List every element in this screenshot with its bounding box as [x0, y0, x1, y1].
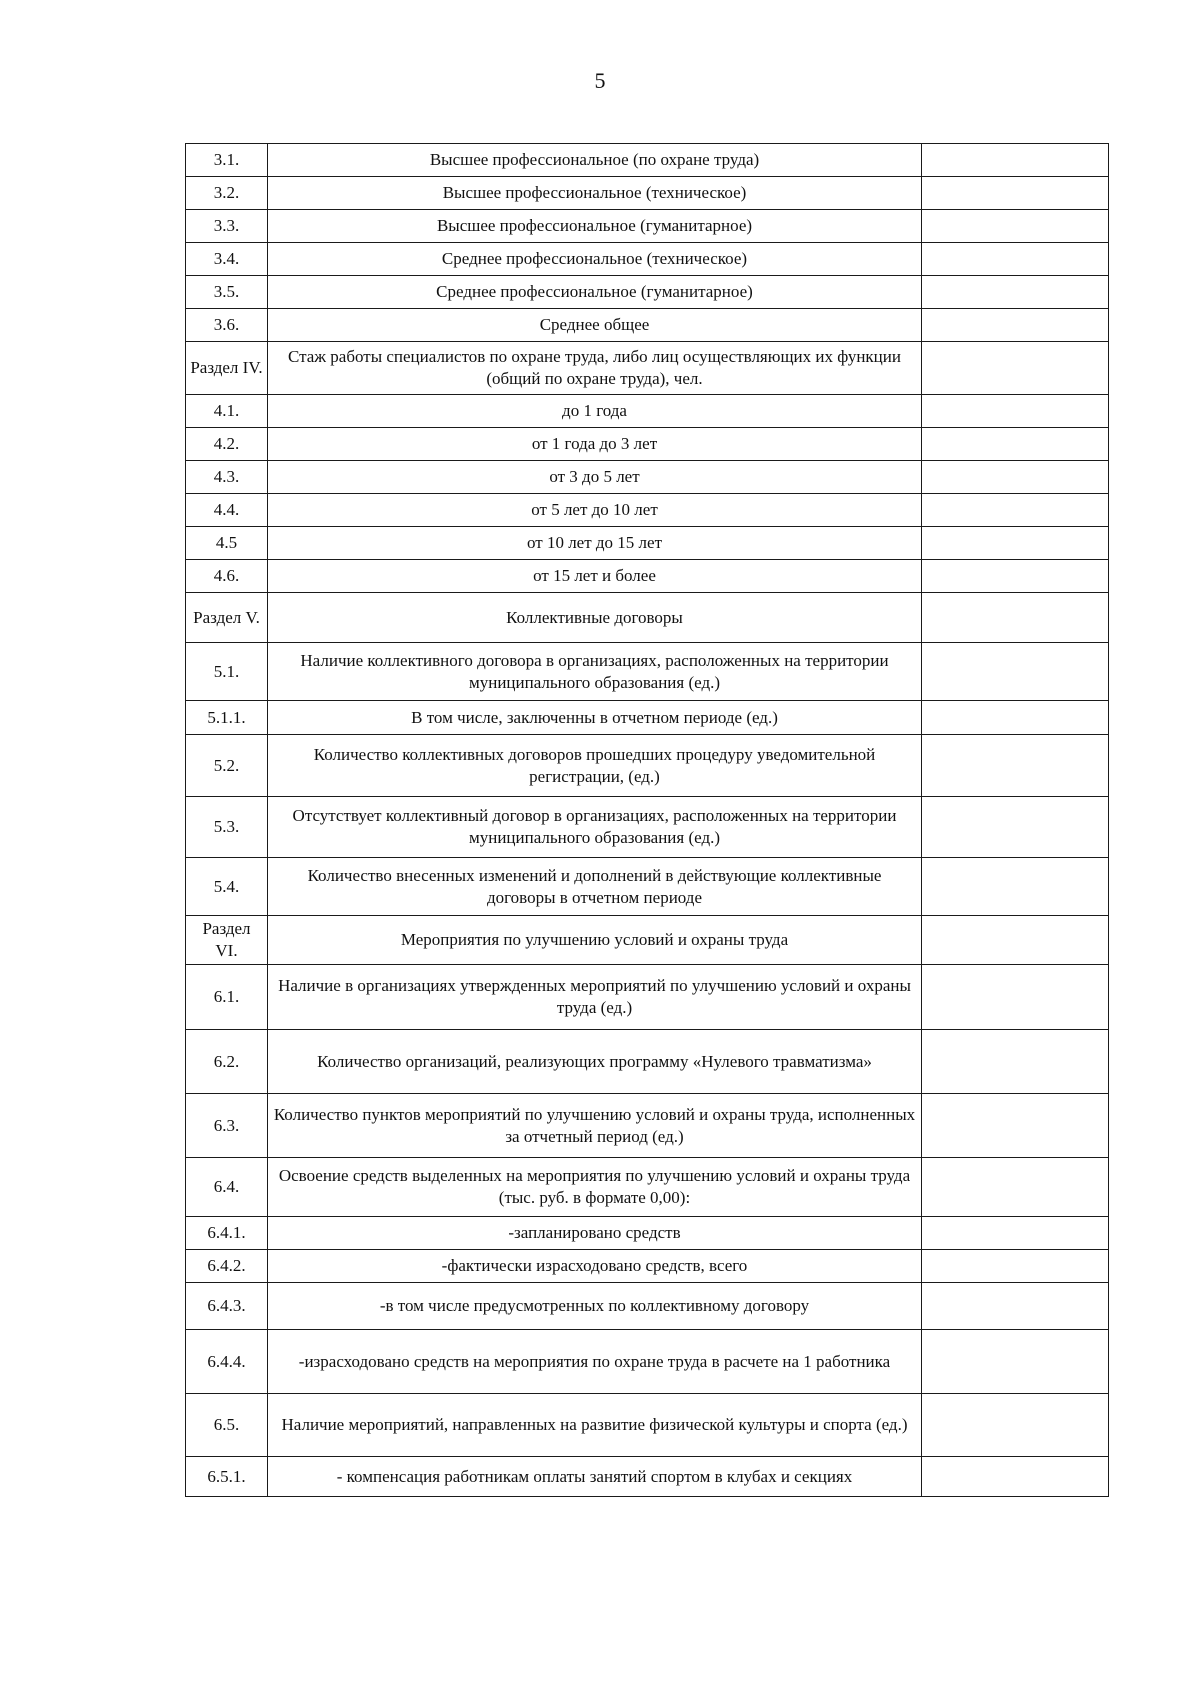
- row-number-cell: Раздел V.: [186, 593, 268, 643]
- row-description-cell: Освоение средств выделенных на мероприятия по улучшению условий и охраны труда (тыс. руб. в формате 0,00):: [268, 1158, 922, 1217]
- table-row: [186, 1250, 1109, 1283]
- row-value-cell: [922, 735, 1109, 797]
- row-value-cell: [922, 560, 1109, 593]
- row-value-cell: [922, 177, 1109, 210]
- row-number-cell: 6.5.: [186, 1394, 268, 1457]
- row-number-cell: 4.1.: [186, 395, 268, 428]
- row-number-cell: 6.4.1.: [186, 1217, 268, 1250]
- row-value-cell: [922, 1283, 1109, 1330]
- table-row: [186, 461, 1109, 494]
- table-row: [186, 395, 1109, 428]
- row-number-cell: 3.4.: [186, 243, 268, 276]
- row-description-cell: Среднее профессиональное (гуманитарное): [268, 276, 922, 309]
- row-value-cell: [922, 309, 1109, 342]
- row-number-cell: 6.5.1.: [186, 1457, 268, 1497]
- row-number-cell: 5.4.: [186, 858, 268, 916]
- table-row: [186, 210, 1109, 243]
- table-row: [186, 643, 1109, 701]
- row-number-cell: Раздел IV.: [186, 342, 268, 395]
- table-row: [186, 1094, 1109, 1158]
- row-description-cell: до 1 года: [268, 395, 922, 428]
- row-number-cell: 3.5.: [186, 276, 268, 309]
- table-row: [186, 144, 1109, 177]
- row-description-cell: Наличие коллективного договора в организациях, расположенных на территории муниципального образования (ед.): [268, 643, 922, 701]
- row-description-cell: Высшее профессиональное (гуманитарное): [268, 210, 922, 243]
- page-number: 5: [594, 68, 606, 93]
- row-number-cell: 3.1.: [186, 144, 268, 177]
- row-description-cell: Высшее профессиональное (техническое): [268, 177, 922, 210]
- row-number-cell: 5.1.: [186, 643, 268, 701]
- row-value-cell: [922, 1394, 1109, 1457]
- table-row: [186, 916, 1109, 965]
- row-number-cell: 4.4.: [186, 494, 268, 527]
- row-description-cell: Среднее профессиональное (техническое): [268, 243, 922, 276]
- row-number-cell: 4.3.: [186, 461, 268, 494]
- row-value-cell: [922, 1094, 1109, 1158]
- row-value-cell: [922, 797, 1109, 858]
- table-row: [186, 1394, 1109, 1457]
- table-row: [186, 1283, 1109, 1330]
- table-row: [186, 1030, 1109, 1094]
- report-table: [185, 143, 1109, 1497]
- row-value-cell: [922, 1330, 1109, 1394]
- row-description-cell: -в том числе предусмотренных по коллективному договору: [268, 1283, 922, 1330]
- row-value-cell: [922, 527, 1109, 560]
- table-row: [186, 527, 1109, 560]
- report-table-body: [186, 144, 1109, 1497]
- row-description-cell: от 3 до 5 лет: [268, 461, 922, 494]
- row-value-cell: [922, 643, 1109, 701]
- table-row: [186, 701, 1109, 735]
- row-number-cell: 6.3.: [186, 1094, 268, 1158]
- row-description-cell: от 10 лет до 15 лет: [268, 527, 922, 560]
- row-number-cell: 6.4.: [186, 1158, 268, 1217]
- row-number-cell: 3.6.: [186, 309, 268, 342]
- row-value-cell: [922, 1030, 1109, 1094]
- table-row: [186, 276, 1109, 309]
- row-description-cell: -израсходовано средств на мероприятия по охране труда в расчете на 1 работника: [268, 1330, 922, 1394]
- row-number-cell: Раздел VI.: [186, 916, 268, 965]
- row-number-cell: 6.4.3.: [186, 1283, 268, 1330]
- table-row: [186, 735, 1109, 797]
- row-number-cell: 6.1.: [186, 965, 268, 1030]
- row-number-cell: 5.2.: [186, 735, 268, 797]
- row-description-cell: Отсутствует коллективный договор в организациях, расположенных на территории муниципального образования (ед.): [268, 797, 922, 858]
- row-value-cell: [922, 701, 1109, 735]
- row-number-cell: 6.4.4.: [186, 1330, 268, 1394]
- row-value-cell: [922, 1158, 1109, 1217]
- table-row: [186, 965, 1109, 1030]
- row-value-cell: [922, 1217, 1109, 1250]
- row-description-cell: Количество внесенных изменений и дополнений в действующие коллективные договоры в отчетном периоде: [268, 858, 922, 916]
- row-value-cell: [922, 1457, 1109, 1497]
- row-number-cell: 4.2.: [186, 428, 268, 461]
- row-value-cell: [922, 342, 1109, 395]
- row-value-cell: [922, 965, 1109, 1030]
- row-value-cell: [922, 593, 1109, 643]
- table-row: [186, 1330, 1109, 1394]
- row-description-cell: Среднее общее: [268, 309, 922, 342]
- table-row: [186, 243, 1109, 276]
- row-value-cell: [922, 243, 1109, 276]
- row-number-cell: 4.5: [186, 527, 268, 560]
- table-row: [186, 1457, 1109, 1497]
- row-value-cell: [922, 461, 1109, 494]
- row-value-cell: [922, 916, 1109, 965]
- row-value-cell: [922, 428, 1109, 461]
- row-number-cell: 3.2.: [186, 177, 268, 210]
- row-description-cell: Количество коллективных договоров прошедших процедуру уведомительной регистрации, (ед.): [268, 735, 922, 797]
- table-row: [186, 494, 1109, 527]
- row-value-cell: [922, 276, 1109, 309]
- table-row: [186, 309, 1109, 342]
- row-description-cell: Мероприятия по улучшению условий и охраны труда: [268, 916, 922, 965]
- row-value-cell: [922, 144, 1109, 177]
- table-row: [186, 560, 1109, 593]
- row-description-cell: Коллективные договоры: [268, 593, 922, 643]
- table-row: [186, 593, 1109, 643]
- row-value-cell: [922, 210, 1109, 243]
- row-description-cell: Количество пунктов мероприятий по улучшению условий и охраны труда, исполненных за отчетный период (ед.): [268, 1094, 922, 1158]
- table-row: [186, 1158, 1109, 1217]
- row-value-cell: [922, 1250, 1109, 1283]
- row-number-cell: 6.4.2.: [186, 1250, 268, 1283]
- table-row: [186, 428, 1109, 461]
- row-value-cell: [922, 395, 1109, 428]
- table-row: [186, 858, 1109, 916]
- table-row: [186, 342, 1109, 395]
- row-description-cell: от 15 лет и более: [268, 560, 922, 593]
- row-description-cell: Высшее профессиональное (по охране труда): [268, 144, 922, 177]
- row-value-cell: [922, 858, 1109, 916]
- row-description-cell: Стаж работы специалистов по охране труда, либо лиц осуществляющих их функции (общий по охране труда), чел.: [268, 342, 922, 395]
- row-number-cell: 5.3.: [186, 797, 268, 858]
- row-value-cell: [922, 494, 1109, 527]
- row-description-cell: - компенсация работникам оплаты занятий спортом в клубах и секциях: [268, 1457, 922, 1497]
- row-description-cell: Наличие мероприятий, направленных на развитие физической культуры и спорта (ед.): [268, 1394, 922, 1457]
- table-row: [186, 797, 1109, 858]
- table-row: [186, 177, 1109, 210]
- row-description-cell: -запланировано средств: [268, 1217, 922, 1250]
- row-number-cell: 5.1.1.: [186, 701, 268, 735]
- table-row: [186, 1217, 1109, 1250]
- row-description-cell: -фактически израсходовано средств, всего: [268, 1250, 922, 1283]
- row-number-cell: 4.6.: [186, 560, 268, 593]
- row-description-cell: от 5 лет до 10 лет: [268, 494, 922, 527]
- row-description-cell: Количество организаций, реализующих программу «Нулевого травматизма»: [268, 1030, 922, 1094]
- row-number-cell: 6.2.: [186, 1030, 268, 1094]
- row-description-cell: В том числе, заключенны в отчетном периоде (ед.): [268, 701, 922, 735]
- row-number-cell: 3.3.: [186, 210, 268, 243]
- row-description-cell: от 1 года до 3 лет: [268, 428, 922, 461]
- row-description-cell: Наличие в организациях утвержденных мероприятий по улучшению условий и охраны труда (ед.): [268, 965, 922, 1030]
